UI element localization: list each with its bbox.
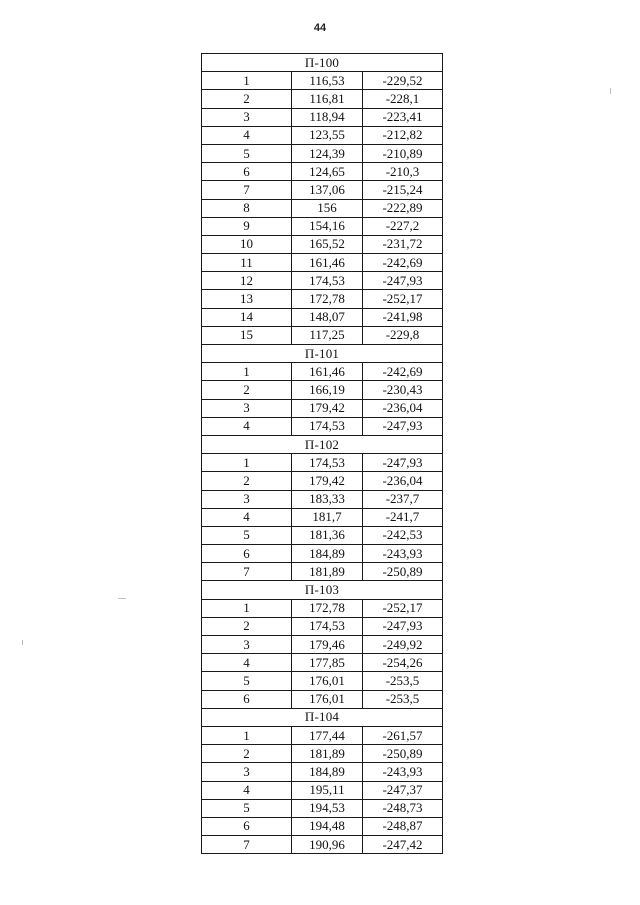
y-coordinate-cell: -237,7 [363, 490, 443, 508]
x-coordinate-cell: 172,78 [292, 599, 363, 617]
y-coordinate-cell: -222,89 [363, 199, 443, 217]
y-coordinate-cell: -250,89 [363, 563, 443, 581]
y-coordinate-cell: -247,93 [363, 454, 443, 472]
y-coordinate-cell: -252,17 [363, 599, 443, 617]
y-coordinate-cell: -252,17 [363, 290, 443, 308]
y-coordinate-cell: -247,93 [363, 617, 443, 635]
table-row [202, 272, 443, 290]
point-number-cell: 4 [202, 781, 292, 799]
section-header-row [202, 345, 443, 363]
point-number-cell: 13 [202, 290, 292, 308]
table-row [202, 108, 443, 126]
point-number-cell: 7 [202, 563, 292, 581]
scan-artifact-mark [22, 640, 23, 645]
y-coordinate-cell: -241,98 [363, 308, 443, 326]
x-coordinate-cell: 166,19 [292, 381, 363, 399]
point-number-cell: 7 [202, 181, 292, 199]
point-number-cell: 5 [202, 799, 292, 817]
point-number-cell: 6 [202, 817, 292, 835]
table-row [202, 836, 443, 854]
table-row [202, 617, 443, 635]
y-coordinate-cell: -243,93 [363, 545, 443, 563]
y-coordinate-cell: -247,37 [363, 781, 443, 799]
y-coordinate-cell: -253,5 [363, 690, 443, 708]
table-row [202, 308, 443, 326]
point-number-cell: 1 [202, 363, 292, 381]
page-number: 44 [313, 22, 327, 34]
table-row [202, 817, 443, 835]
x-coordinate-cell: 156 [292, 199, 363, 217]
x-coordinate-cell: 176,01 [292, 690, 363, 708]
table-row [202, 763, 443, 781]
x-coordinate-cell: 190,96 [292, 836, 363, 854]
point-number-cell: 7 [202, 836, 292, 854]
y-coordinate-cell: -243,93 [363, 763, 443, 781]
x-coordinate-cell: 181,89 [292, 563, 363, 581]
y-coordinate-cell: -247,93 [363, 417, 443, 435]
y-coordinate-cell: -210,89 [363, 144, 443, 162]
table-row [202, 599, 443, 617]
x-coordinate-cell: 174,53 [292, 417, 363, 435]
y-coordinate-cell: -242,69 [363, 254, 443, 272]
y-coordinate-cell: -228,1 [363, 90, 443, 108]
y-coordinate-cell: -231,72 [363, 235, 443, 253]
point-number-cell: 2 [202, 90, 292, 108]
point-number-cell: 6 [202, 545, 292, 563]
scan-artifact-mark [118, 598, 126, 599]
x-coordinate-cell: 179,46 [292, 636, 363, 654]
y-coordinate-cell: -229,8 [363, 326, 443, 344]
x-coordinate-cell: 181,36 [292, 526, 363, 544]
table-row [202, 144, 443, 162]
y-coordinate-cell: -248,87 [363, 817, 443, 835]
y-coordinate-cell: -249,92 [363, 636, 443, 654]
point-number-cell: 5 [202, 144, 292, 162]
point-number-cell: 14 [202, 308, 292, 326]
table-row [202, 126, 443, 144]
point-number-cell: 9 [202, 217, 292, 235]
point-number-cell: 2 [202, 381, 292, 399]
section-title: П-104 [202, 708, 443, 726]
point-number-cell: 1 [202, 599, 292, 617]
point-number-cell: 1 [202, 72, 292, 90]
x-coordinate-cell: 179,42 [292, 399, 363, 417]
x-coordinate-cell: 116,81 [292, 90, 363, 108]
point-number-cell: 6 [202, 163, 292, 181]
x-coordinate-cell: 137,06 [292, 181, 363, 199]
point-number-cell: 2 [202, 617, 292, 635]
x-coordinate-cell: 154,16 [292, 217, 363, 235]
table-row [202, 636, 443, 654]
coordinates-table-body [202, 54, 443, 854]
y-coordinate-cell: -236,04 [363, 472, 443, 490]
table-row [202, 508, 443, 526]
point-number-cell: 5 [202, 672, 292, 690]
table-row [202, 526, 443, 544]
table-row [202, 72, 443, 90]
table-row [202, 490, 443, 508]
y-coordinate-cell: -212,82 [363, 126, 443, 144]
point-number-cell: 4 [202, 126, 292, 144]
section-header-row [202, 435, 443, 453]
x-coordinate-cell: 161,46 [292, 363, 363, 381]
point-number-cell: 2 [202, 472, 292, 490]
x-coordinate-cell: 184,89 [292, 763, 363, 781]
x-coordinate-cell: 148,07 [292, 308, 363, 326]
x-coordinate-cell: 179,42 [292, 472, 363, 490]
section-title: П-102 [202, 435, 443, 453]
x-coordinate-cell: 161,46 [292, 254, 363, 272]
x-coordinate-cell: 118,94 [292, 108, 363, 126]
table-row [202, 199, 443, 217]
x-coordinate-cell: 124,39 [292, 144, 363, 162]
table-row [202, 254, 443, 272]
section-header-row [202, 581, 443, 599]
table-row [202, 799, 443, 817]
x-coordinate-cell: 177,85 [292, 654, 363, 672]
table-row [202, 417, 443, 435]
point-number-cell: 3 [202, 636, 292, 654]
table-row [202, 217, 443, 235]
y-coordinate-cell: -253,5 [363, 672, 443, 690]
section-title: П-100 [202, 54, 443, 72]
x-coordinate-cell: 174,53 [292, 617, 363, 635]
point-number-cell: 12 [202, 272, 292, 290]
table-row [202, 690, 443, 708]
x-coordinate-cell: 165,52 [292, 235, 363, 253]
table-row [202, 563, 443, 581]
point-number-cell: 10 [202, 235, 292, 253]
table-row [202, 290, 443, 308]
table-row [202, 363, 443, 381]
y-coordinate-cell: -261,57 [363, 726, 443, 744]
point-number-cell: 4 [202, 417, 292, 435]
point-number-cell: 3 [202, 490, 292, 508]
y-coordinate-cell: -248,73 [363, 799, 443, 817]
x-coordinate-cell: 172,78 [292, 290, 363, 308]
y-coordinate-cell: -227,2 [363, 217, 443, 235]
y-coordinate-cell: -229,52 [363, 72, 443, 90]
x-coordinate-cell: 177,44 [292, 726, 363, 744]
x-coordinate-cell: 194,48 [292, 817, 363, 835]
x-coordinate-cell: 174,53 [292, 272, 363, 290]
y-coordinate-cell: -247,93 [363, 272, 443, 290]
y-coordinate-cell: -236,04 [363, 399, 443, 417]
point-number-cell: 6 [202, 690, 292, 708]
x-coordinate-cell: 174,53 [292, 454, 363, 472]
table-row [202, 472, 443, 490]
y-coordinate-cell: -230,43 [363, 381, 443, 399]
table-row [202, 235, 443, 253]
point-number-cell: 1 [202, 454, 292, 472]
section-header-row [202, 54, 443, 72]
table-row [202, 181, 443, 199]
point-number-cell: 8 [202, 199, 292, 217]
table-row [202, 781, 443, 799]
y-coordinate-cell: -223,41 [363, 108, 443, 126]
point-number-cell: 2 [202, 745, 292, 763]
point-number-cell: 11 [202, 254, 292, 272]
point-number-cell: 3 [202, 108, 292, 126]
table-row [202, 90, 443, 108]
point-number-cell: 4 [202, 508, 292, 526]
y-coordinate-cell: -250,89 [363, 745, 443, 763]
point-number-cell: 3 [202, 399, 292, 417]
y-coordinate-cell: -215,24 [363, 181, 443, 199]
y-coordinate-cell: -247,42 [363, 836, 443, 854]
table-row [202, 454, 443, 472]
table-row [202, 654, 443, 672]
x-coordinate-cell: 184,89 [292, 545, 363, 563]
x-coordinate-cell: 116,53 [292, 72, 363, 90]
x-coordinate-cell: 117,25 [292, 326, 363, 344]
y-coordinate-cell: -242,53 [363, 526, 443, 544]
x-coordinate-cell: 195,11 [292, 781, 363, 799]
section-header-row [202, 708, 443, 726]
point-number-cell: 4 [202, 654, 292, 672]
x-coordinate-cell: 183,33 [292, 490, 363, 508]
x-coordinate-cell: 176,01 [292, 672, 363, 690]
table-row [202, 399, 443, 417]
section-title: П-103 [202, 581, 443, 599]
table-row [202, 326, 443, 344]
y-coordinate-cell: -241,7 [363, 508, 443, 526]
section-title: П-101 [202, 345, 443, 363]
table-row [202, 672, 443, 690]
point-number-cell: 3 [202, 763, 292, 781]
x-coordinate-cell: 124,65 [292, 163, 363, 181]
point-number-cell: 1 [202, 726, 292, 744]
y-coordinate-cell: -242,69 [363, 363, 443, 381]
y-coordinate-cell: -210,3 [363, 163, 443, 181]
scan-artifact-mark [610, 88, 611, 94]
coordinates-table [201, 53, 443, 854]
x-coordinate-cell: 181,7 [292, 508, 363, 526]
point-number-cell: 5 [202, 526, 292, 544]
y-coordinate-cell: -254,26 [363, 654, 443, 672]
table-row [202, 381, 443, 399]
x-coordinate-cell: 181,89 [292, 745, 363, 763]
point-number-cell: 15 [202, 326, 292, 344]
table-row [202, 745, 443, 763]
table-row [202, 545, 443, 563]
table-row [202, 726, 443, 744]
x-coordinate-cell: 123,55 [292, 126, 363, 144]
x-coordinate-cell: 194,53 [292, 799, 363, 817]
coordinates-table-container [201, 53, 442, 854]
table-row [202, 163, 443, 181]
